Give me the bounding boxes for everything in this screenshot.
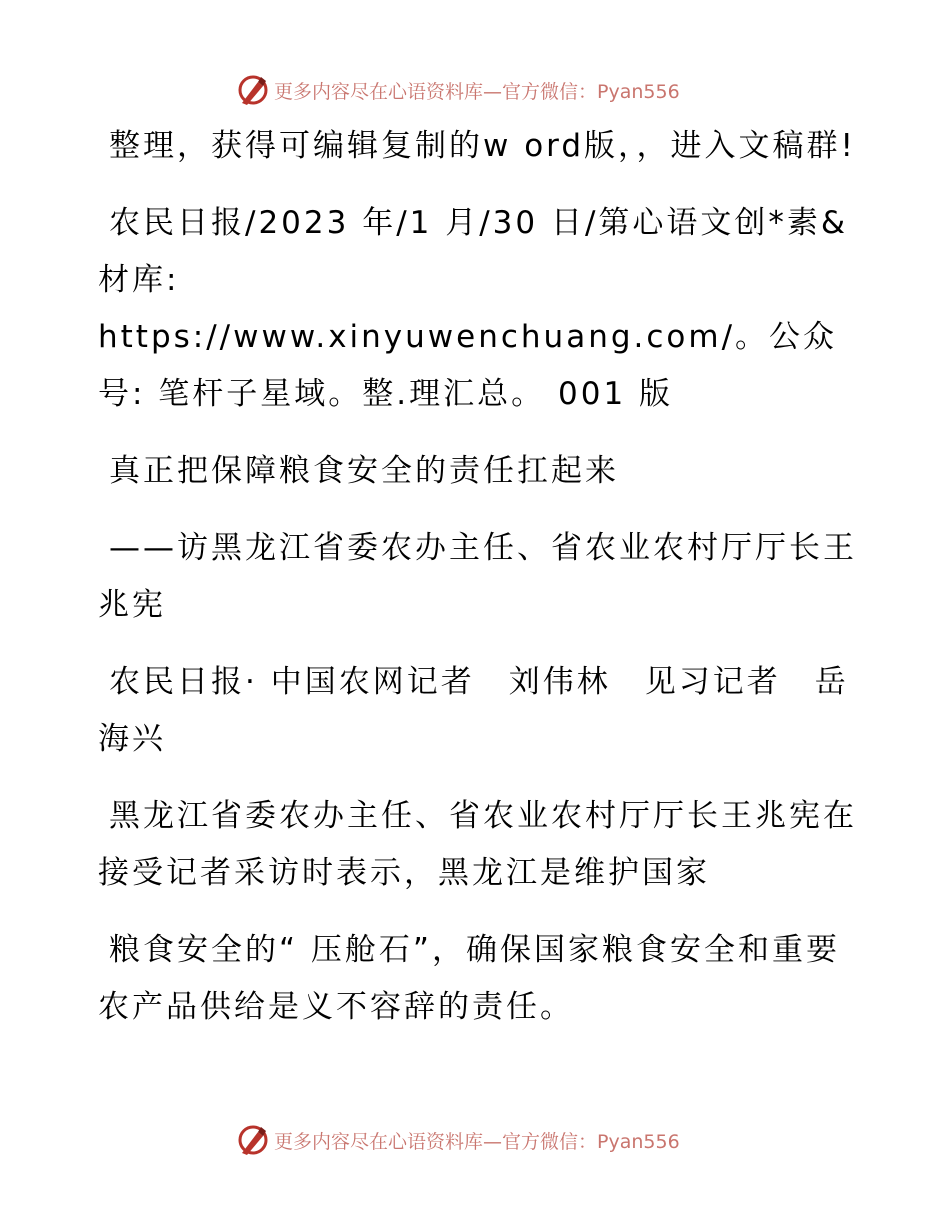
pen-logo-icon — [236, 73, 270, 107]
header-watermark — [236, 72, 680, 108]
footer-watermark — [236, 1122, 680, 1158]
watermark-text: 更多内容尽在心语资料库—官方微信：Pyan556 — [274, 1130, 680, 1153]
article-subtitle: ——访黑龙江省委农办主任、省农业农村厅厅长王兆宪 — [98, 530, 857, 623]
watermark-text: 更多内容尽在心语资料库—官方微信：Pyan556 — [274, 80, 680, 103]
paragraph-body-2: 粮食安全的“ 压舱石”，确保国家粮食安全和重要农产品供给是义不容辞的责任。 — [98, 932, 840, 1025]
article-byline: 农民日报· 中国农网记者 刘伟林 见习记者 岳海兴 — [98, 664, 849, 757]
document-body — [98, 118, 858, 1056]
paragraph-intro: 整理，获得可编辑复制的w ord版，，进入文稿群! — [109, 128, 856, 164]
paragraph-source: 农民日报/2023 年/1 月/30 日/第心语文创*素&材库: https://www.xinyuwenchuang.com/。公众号: 笔杆子星域。整.理汇总。 001 版 — [98, 205, 849, 412]
paragraph-body-1: 黑龙江省委农办主任、省农业农村厅厅长王兆宪在接受记者采访时表示，黑龙江是维护国家 — [98, 798, 857, 891]
article-title: 真正把保障粮食安全的责任扛起来 — [109, 453, 619, 489]
pen-logo-icon — [236, 1123, 270, 1157]
